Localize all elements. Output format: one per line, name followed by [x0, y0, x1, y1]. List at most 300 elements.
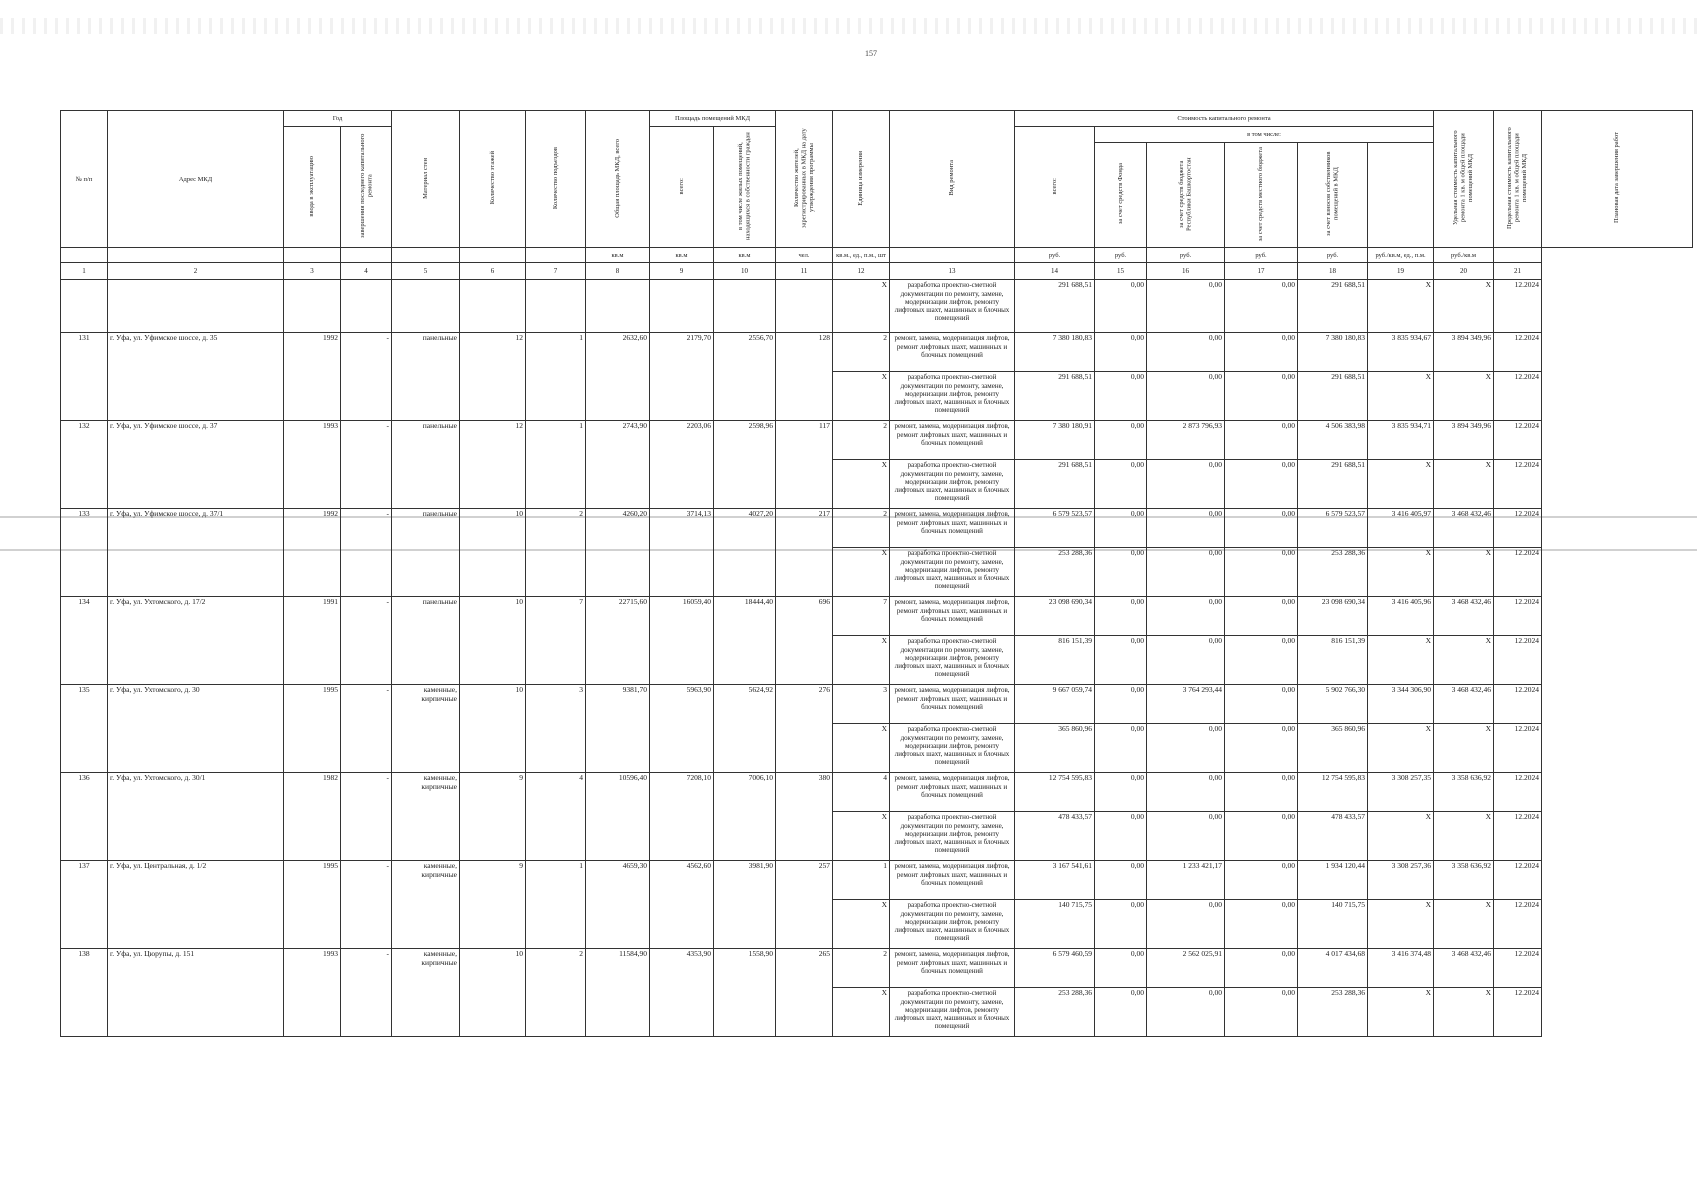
header-max-cost: Предельная стоимость капитального ремонта 1 кв. м общей площади помещений МКД — [1494, 111, 1542, 248]
column-number: 4 — [341, 263, 392, 280]
max-cost-cell: 3 358 636,92 — [1434, 773, 1494, 812]
owners-cell: 4 506 383,98 — [1298, 421, 1368, 460]
local-cell: 0,00 — [1225, 773, 1298, 812]
unit-label: руб. — [1147, 248, 1225, 263]
owners-cell: 7 380 180,83 — [1298, 333, 1368, 372]
residents-cell: 696 — [776, 597, 833, 685]
year-cell: 1991 — [284, 597, 341, 685]
address-cell: г. Уфа, ул. Ухтомского, д. 17/2 — [108, 597, 284, 685]
local-cell: 0,00 — [1225, 861, 1298, 900]
residents-cell: 257 — [776, 861, 833, 949]
owners-cell: 365 860,96 — [1298, 724, 1368, 773]
fund-cell: 0,00 — [1095, 597, 1147, 636]
work-type-cell: разработка проектно-сметной документации по ремонту, замене, модернизации лифтов, ремонту лифтовых шахт, машинных и блочных помещений — [890, 460, 1015, 509]
year-cell: 1992 — [284, 333, 341, 421]
row-number-cell: 131 — [61, 333, 108, 421]
cost-total-cell: 365 860,96 — [1015, 724, 1095, 773]
paying-cell: 2556,70 — [714, 333, 776, 421]
republic-cell: 0,00 — [1147, 460, 1225, 509]
cost-total-cell: 12 754 595,83 — [1015, 773, 1095, 812]
entrances-cell: 2 — [526, 949, 586, 1037]
republic-cell: 0,00 — [1147, 773, 1225, 812]
cost-total-cell: 6 579 460,59 — [1015, 949, 1095, 988]
table-row — [61, 421, 1693, 460]
table-row — [61, 509, 1693, 548]
work-type-cell: разработка проектно-сметной документации по ремонту, замене, модернизации лифтов, ремонту лифтовых шахт, машинных и блочных помещений — [890, 724, 1015, 773]
total-area-cell: 4260,20 — [586, 509, 650, 597]
unit-label: руб./кв.м, ед., п.м. — [1368, 248, 1434, 263]
premises-cell: 5963,90 — [650, 685, 714, 773]
owners-cell: 140 715,75 — [1298, 900, 1368, 949]
owners-cell: 291 688,51 — [1298, 460, 1368, 509]
row-number-cell: 137 — [61, 861, 108, 949]
local-cell: 0,00 — [1225, 460, 1298, 509]
column-number: 1 — [61, 263, 108, 280]
fund-cell: 0,00 — [1095, 280, 1147, 333]
republic-cell: 2 562 025,91 — [1147, 949, 1225, 988]
floors-cell: 10 — [460, 509, 526, 597]
cell — [776, 280, 833, 333]
row-number-cell: 136 — [61, 773, 108, 861]
unit-label: кв.м — [586, 248, 650, 263]
republic-cell: 3 764 293,44 — [1147, 685, 1225, 724]
work-type-cell: ремонт, замена, модернизация лифтов, ремонт лифтовых шахт, машинных и блочных помещений — [890, 597, 1015, 636]
header-year-commission: ввода в эксплуатацию — [284, 127, 341, 248]
republic-cell: 0,00 — [1147, 372, 1225, 421]
floors-cell: 10 — [460, 597, 526, 685]
paying-cell: 7006,10 — [714, 773, 776, 861]
column-number: 3 — [284, 263, 341, 280]
deadline-cell: 12.2024 — [1494, 280, 1542, 333]
unit-cell: X — [833, 988, 890, 1037]
table-row — [61, 949, 1693, 988]
fund-cell: 0,00 — [1095, 773, 1147, 812]
header-wall-material: Материал стен — [392, 111, 460, 248]
owners-cell: 1 934 120,44 — [1298, 861, 1368, 900]
paying-cell: 18444,40 — [714, 597, 776, 685]
fund-cell: 0,00 — [1095, 900, 1147, 949]
cell — [108, 280, 284, 333]
unit-cell: X — [833, 280, 890, 333]
fund-cell: 0,00 — [1095, 636, 1147, 685]
residents-cell: 276 — [776, 685, 833, 773]
work-type-cell: разработка проектно-сметной документации по ремонту, замене, модернизации лифтов, ремонту лифтовых шахт, машинных и блочных помещений — [890, 636, 1015, 685]
row-number-cell: 133 — [61, 509, 108, 597]
year-cell: 1995 — [284, 861, 341, 949]
entrances-cell: 1 — [526, 421, 586, 509]
deadline-cell: 12.2024 — [1494, 773, 1542, 812]
column-number: 21 — [1494, 263, 1542, 280]
max-cost-cell: 3 468 432,46 — [1434, 685, 1494, 724]
unit-label: руб. — [1298, 248, 1368, 263]
deadline-cell: 12.2024 — [1494, 685, 1542, 724]
column-number: 8 — [586, 263, 650, 280]
deadline-cell: 12.2024 — [1494, 636, 1542, 685]
work-type-cell: разработка проектно-сметной документации по ремонту, замене, модернизации лифтов, ремонту лифтовых шахт, машинных и блочных помещений — [890, 988, 1015, 1037]
unit-label: кв.м — [714, 248, 776, 263]
republic-cell: 0,00 — [1147, 597, 1225, 636]
max-cost-cell: X — [1434, 460, 1494, 509]
fund-cell: 0,00 — [1095, 685, 1147, 724]
header-fund: за счет средств Фонда — [1095, 143, 1147, 248]
header-unit-cost: Удельная стоимость капитального ремонта 1 кв. м общей площади помещений МКД — [1434, 111, 1494, 248]
republic-cell: 0,00 — [1147, 509, 1225, 548]
entrances-cell: 7 — [526, 597, 586, 685]
premises-cell: 4562,60 — [650, 861, 714, 949]
entrances-cell: 1 — [526, 333, 586, 421]
unit-cell: 4 — [833, 773, 890, 812]
local-cell: 0,00 — [1225, 949, 1298, 988]
unit-cost-cell: 3 308 257,35 — [1368, 773, 1434, 812]
unit-cost-cell: 3 835 934,71 — [1368, 421, 1434, 460]
year-cell: 1995 — [284, 685, 341, 773]
max-cost-cell: X — [1434, 280, 1494, 333]
floors-cell: 12 — [460, 333, 526, 421]
material-cell: каменные, кирпичные — [392, 949, 460, 1037]
capital-repair-table — [60, 110, 1693, 1037]
table-row — [61, 773, 1693, 812]
unit-label: кв.м — [650, 248, 714, 263]
address-cell: г. Уфа, ул. Уфимское шоссе, д. 37/1 — [108, 509, 284, 597]
column-number: 13 — [890, 263, 1015, 280]
header-address: Адрес МКД — [108, 111, 284, 248]
owners-cell: 253 288,36 — [1298, 988, 1368, 1037]
max-cost-cell: X — [1434, 724, 1494, 773]
premises-cell: 4353,90 — [650, 949, 714, 1037]
local-cell: 0,00 — [1225, 597, 1298, 636]
table-row — [61, 861, 1693, 900]
header-residents: Количество жителей, зарегистрированных в МКД на дату утверждения программы — [776, 111, 833, 248]
material-cell: панельные — [392, 597, 460, 685]
deadline-cell: 12.2024 — [1494, 548, 1542, 597]
row-number-cell: 132 — [61, 421, 108, 509]
address-cell: г. Уфа, ул. Уфимское шоссе, д. 35 — [108, 333, 284, 421]
paying-cell: 1558,90 — [714, 949, 776, 1037]
deadline-cell: 12.2024 — [1494, 724, 1542, 773]
local-cell: 0,00 — [1225, 509, 1298, 548]
header-row — [61, 111, 1693, 127]
year-cell: 1982 — [284, 773, 341, 861]
unit-cost-cell: X — [1368, 812, 1434, 861]
owners-cell: 816 151,39 — [1298, 636, 1368, 685]
republic-cell: 0,00 — [1147, 812, 1225, 861]
unit-cost-cell: X — [1368, 372, 1434, 421]
paying-cell: 2598,96 — [714, 421, 776, 509]
unit-label: руб. — [1015, 248, 1095, 263]
unit-label — [1494, 248, 1542, 263]
paying-cell: 3981,90 — [714, 861, 776, 949]
work-type-cell: ремонт, замена, модернизация лифтов, ремонт лифтовых шахт, машинных и блочных помещений — [890, 949, 1015, 988]
column-number: 18 — [1298, 263, 1368, 280]
header-no: № п/п — [61, 111, 108, 248]
deadline-cell: 12.2024 — [1494, 949, 1542, 988]
cost-total-cell: 291 688,51 — [1015, 280, 1095, 333]
entrances-cell: 4 — [526, 773, 586, 861]
local-cell: 0,00 — [1225, 333, 1298, 372]
column-number: 9 — [650, 263, 714, 280]
fund-cell: 0,00 — [1095, 988, 1147, 1037]
cell — [392, 280, 460, 333]
cost-total-cell: 7 380 180,91 — [1015, 421, 1095, 460]
header-year-group: Год — [284, 111, 392, 127]
header-floors: Количество этажей — [460, 111, 526, 248]
republic-cell: 0,00 — [1147, 900, 1225, 949]
owners-cell: 4 017 434,68 — [1298, 949, 1368, 988]
republic-cell: 0,00 — [1147, 724, 1225, 773]
row-number-cell: 135 — [61, 685, 108, 773]
work-type-cell: ремонт, замена, модернизация лифтов, ремонт лифтовых шахт, машинных и блочных помещений — [890, 861, 1015, 900]
residents-cell: 217 — [776, 509, 833, 597]
material-cell: каменные, кирпичные — [392, 773, 460, 861]
unit-label — [460, 248, 526, 263]
work-type-cell: ремонт, замена, модернизация лифтов, ремонт лифтовых шахт, машинных и блочных помещений — [890, 421, 1015, 460]
owners-cell: 5 902 766,30 — [1298, 685, 1368, 724]
cost-total-cell: 816 151,39 — [1015, 636, 1095, 685]
unit-cost-cell: 3 416 405,97 — [1368, 509, 1434, 548]
last-repair-cell: - — [341, 597, 392, 685]
cost-total-cell: 478 433,57 — [1015, 812, 1095, 861]
local-cell: 0,00 — [1225, 812, 1298, 861]
total-area-cell: 4659,30 — [586, 861, 650, 949]
address-cell: г. Уфа, ул. Ухтомского, д. 30 — [108, 685, 284, 773]
deadline-cell: 12.2024 — [1494, 988, 1542, 1037]
republic-cell: 0,00 — [1147, 548, 1225, 597]
residents-cell: 117 — [776, 421, 833, 509]
column-number: 16 — [1147, 263, 1225, 280]
unit-cell: X — [833, 636, 890, 685]
local-cell: 0,00 — [1225, 372, 1298, 421]
header-cost-group: Стоимость капитального ремонта — [1015, 111, 1434, 127]
unit-cell: 2 — [833, 421, 890, 460]
fund-cell: 0,00 — [1095, 372, 1147, 421]
header-cost-total: всего: — [1015, 127, 1095, 248]
unit-cost-cell: X — [1368, 280, 1434, 333]
address-cell: г. Уфа, ул. Ухтомского, д. 30/1 — [108, 773, 284, 861]
cost-total-cell: 7 380 180,83 — [1015, 333, 1095, 372]
unit-cell: X — [833, 900, 890, 949]
unit-cell: X — [833, 812, 890, 861]
page-number: 157 — [865, 49, 877, 58]
local-cell: 0,00 — [1225, 900, 1298, 949]
fund-cell: 0,00 — [1095, 421, 1147, 460]
max-cost-cell: X — [1434, 900, 1494, 949]
owners-cell: 23 098 690,34 — [1298, 597, 1368, 636]
header-year-last-repair: завершения последнего капитального ремонта — [341, 127, 392, 248]
address-cell: г. Уфа, ул. Уфимское шоссе, д. 37 — [108, 421, 284, 509]
unit-cell: 3 — [833, 685, 890, 724]
cost-total-cell: 9 667 059,74 — [1015, 685, 1095, 724]
row-number-cell: 134 — [61, 597, 108, 685]
total-area-cell: 11584,90 — [586, 949, 650, 1037]
last-repair-cell: - — [341, 773, 392, 861]
work-type-cell: разработка проектно-сметной документации по ремонту, замене, модернизации лифтов, ремонту лифтовых шахт, машинных и блочных помещений — [890, 900, 1015, 949]
premises-cell: 2203,06 — [650, 421, 714, 509]
fund-cell: 0,00 — [1095, 548, 1147, 597]
premises-cell: 7208,10 — [650, 773, 714, 861]
local-cell: 0,00 — [1225, 988, 1298, 1037]
max-cost-cell: X — [1434, 812, 1494, 861]
entrances-cell: 3 — [526, 685, 586, 773]
unit-label — [108, 248, 284, 263]
unit-label: руб. — [1225, 248, 1298, 263]
year-cell: 1993 — [284, 421, 341, 509]
unit-cell: X — [833, 372, 890, 421]
unit-cost-cell: X — [1368, 988, 1434, 1037]
last-repair-cell: - — [341, 685, 392, 773]
total-area-cell: 9381,70 — [586, 685, 650, 773]
material-cell: панельные — [392, 509, 460, 597]
unit-label — [61, 248, 108, 263]
unit-cost-cell: 3 416 374,48 — [1368, 949, 1434, 988]
cost-total-cell: 253 288,36 — [1015, 548, 1095, 597]
cost-total-cell: 291 688,51 — [1015, 460, 1095, 509]
unit-cell: 1 — [833, 861, 890, 900]
max-cost-cell: 3 468 432,46 — [1434, 597, 1494, 636]
paying-cell: 5624,92 — [714, 685, 776, 773]
max-cost-cell: 3 468 432,46 — [1434, 949, 1494, 988]
scan-noise-band — [0, 18, 1697, 34]
work-type-cell: разработка проектно-сметной документации по ремонту, замене, модернизации лифтов, ремонту лифтовых шахт, машинных и блочных помещений — [890, 812, 1015, 861]
fund-cell: 0,00 — [1095, 949, 1147, 988]
unit-cost-cell: X — [1368, 636, 1434, 685]
deadline-cell: 12.2024 — [1494, 333, 1542, 372]
republic-cell: 0,00 — [1147, 333, 1225, 372]
table-row — [61, 685, 1693, 724]
last-repair-cell: - — [341, 421, 392, 509]
column-number: 14 — [1015, 263, 1095, 280]
fund-cell: 0,00 — [1095, 724, 1147, 773]
material-cell: каменные, кирпичные — [392, 685, 460, 773]
unit-label: руб. — [1095, 248, 1147, 263]
floors-cell: 9 — [460, 773, 526, 861]
work-type-cell: ремонт, замена, модернизация лифтов, ремонт лифтовых шахт, машинных и блочных помещений — [890, 685, 1015, 724]
residents-cell: 128 — [776, 333, 833, 421]
column-number: 6 — [460, 263, 526, 280]
material-cell: панельные — [392, 421, 460, 509]
owners-cell: 478 433,57 — [1298, 812, 1368, 861]
column-number: 10 — [714, 263, 776, 280]
cost-total-cell: 3 167 541,61 — [1015, 861, 1095, 900]
unit-label — [392, 248, 460, 263]
cell — [460, 280, 526, 333]
total-area-cell: 2743,90 — [586, 421, 650, 509]
republic-cell: 2 873 796,93 — [1147, 421, 1225, 460]
unit-cell: X — [833, 724, 890, 773]
year-cell: 1992 — [284, 509, 341, 597]
unit-label — [341, 248, 392, 263]
fund-cell: 0,00 — [1095, 861, 1147, 900]
last-repair-cell: - — [341, 509, 392, 597]
deadline-cell: 12.2024 — [1494, 372, 1542, 421]
work-type-cell: ремонт, замена, модернизация лифтов, ремонт лифтовых шахт, машинных и блочных помещений — [890, 773, 1015, 812]
unit-cell: 7 — [833, 597, 890, 636]
cell — [284, 280, 341, 333]
unit-cost-cell: 3 835 934,67 — [1368, 333, 1434, 372]
address-cell: г. Уфа, ул. Цюрупы, д. 151 — [108, 949, 284, 1037]
last-repair-cell: - — [341, 861, 392, 949]
cell — [526, 280, 586, 333]
entrances-cell: 1 — [526, 861, 586, 949]
material-cell: панельные — [392, 333, 460, 421]
residents-cell: 265 — [776, 949, 833, 1037]
work-type-cell: разработка проектно-сметной документации по ремонту, замене, модернизации лифтов, ремонту лифтовых шахт, машинных и блочных помещений — [890, 548, 1015, 597]
header-owners: за счет взносов собственников помещений в МКД — [1298, 143, 1368, 248]
units-row — [61, 248, 1693, 263]
cost-total-cell: 140 715,75 — [1015, 900, 1095, 949]
max-cost-cell: X — [1434, 548, 1494, 597]
max-cost-cell: 3 358 636,92 — [1434, 861, 1494, 900]
column-number: 15 — [1095, 263, 1147, 280]
unit-cell: 2 — [833, 509, 890, 548]
max-cost-cell: 3 894 349,96 — [1434, 421, 1494, 460]
max-cost-cell: X — [1434, 988, 1494, 1037]
unit-label: кв.м., ед., п.м., шт — [833, 248, 890, 263]
max-cost-cell: 3 468 432,46 — [1434, 509, 1494, 548]
column-number-row — [61, 263, 1693, 280]
cell — [586, 280, 650, 333]
max-cost-cell: 3 894 349,96 — [1434, 333, 1494, 372]
owners-cell: 291 688,51 — [1298, 280, 1368, 333]
deadline-cell: 12.2024 — [1494, 861, 1542, 900]
fund-cell: 0,00 — [1095, 509, 1147, 548]
max-cost-cell: X — [1434, 372, 1494, 421]
owners-cell: 291 688,51 — [1298, 372, 1368, 421]
column-number: 19 — [1368, 263, 1434, 280]
local-cell: 0,00 — [1225, 421, 1298, 460]
fund-cell: 0,00 — [1095, 812, 1147, 861]
local-cell: 0,00 — [1225, 548, 1298, 597]
owners-cell: 6 579 523,57 — [1298, 509, 1368, 548]
total-area-cell: 10596,40 — [586, 773, 650, 861]
unit-cell: X — [833, 460, 890, 509]
header-republic: за счет средств бюджета Республики Башкортостан — [1147, 143, 1225, 248]
max-cost-cell: X — [1434, 636, 1494, 685]
column-number: 2 — [108, 263, 284, 280]
table-row — [61, 333, 1693, 372]
deadline-cell: 12.2024 — [1494, 421, 1542, 460]
last-repair-cell: - — [341, 333, 392, 421]
table-row — [61, 280, 1693, 333]
column-number: 11 — [776, 263, 833, 280]
column-number: 17 — [1225, 263, 1298, 280]
deadline-cell: 12.2024 — [1494, 597, 1542, 636]
header-local: за счет средств местного бюджета — [1225, 143, 1298, 248]
address-cell: г. Уфа, ул. Центральная, д. 1/2 — [108, 861, 284, 949]
last-repair-cell: - — [341, 949, 392, 1037]
work-type-cell: разработка проектно-сметной документации по ремонту, замене, модернизации лифтов, ремонту лифтовых шахт, машинных и блочных помещений — [890, 280, 1015, 333]
owners-cell: 12 754 595,83 — [1298, 773, 1368, 812]
header-deadline: Плановая дата завершения работ — [1542, 111, 1693, 248]
column-number: 12 — [833, 263, 890, 280]
floors-cell: 9 — [460, 861, 526, 949]
floors-cell: 10 — [460, 685, 526, 773]
unit-cost-cell: X — [1368, 460, 1434, 509]
local-cell: 0,00 — [1225, 724, 1298, 773]
fund-cell: 0,00 — [1095, 333, 1147, 372]
work-type-cell: ремонт, замена, модернизация лифтов, ремонт лифтовых шахт, машинных и блочных помещений — [890, 509, 1015, 548]
local-cell: 0,00 — [1225, 280, 1298, 333]
local-cell: 0,00 — [1225, 636, 1298, 685]
unit-cost-cell: 3 416 405,96 — [1368, 597, 1434, 636]
unit-label: руб./кв.м — [1434, 248, 1494, 263]
paying-cell: 4027,20 — [714, 509, 776, 597]
total-area-cell: 2632,60 — [586, 333, 650, 421]
premises-cell: 16059,40 — [650, 597, 714, 685]
unit-label: чел. — [776, 248, 833, 263]
unit-cell: 2 — [833, 333, 890, 372]
republic-cell: 1 233 421,17 — [1147, 861, 1225, 900]
cell — [714, 280, 776, 333]
